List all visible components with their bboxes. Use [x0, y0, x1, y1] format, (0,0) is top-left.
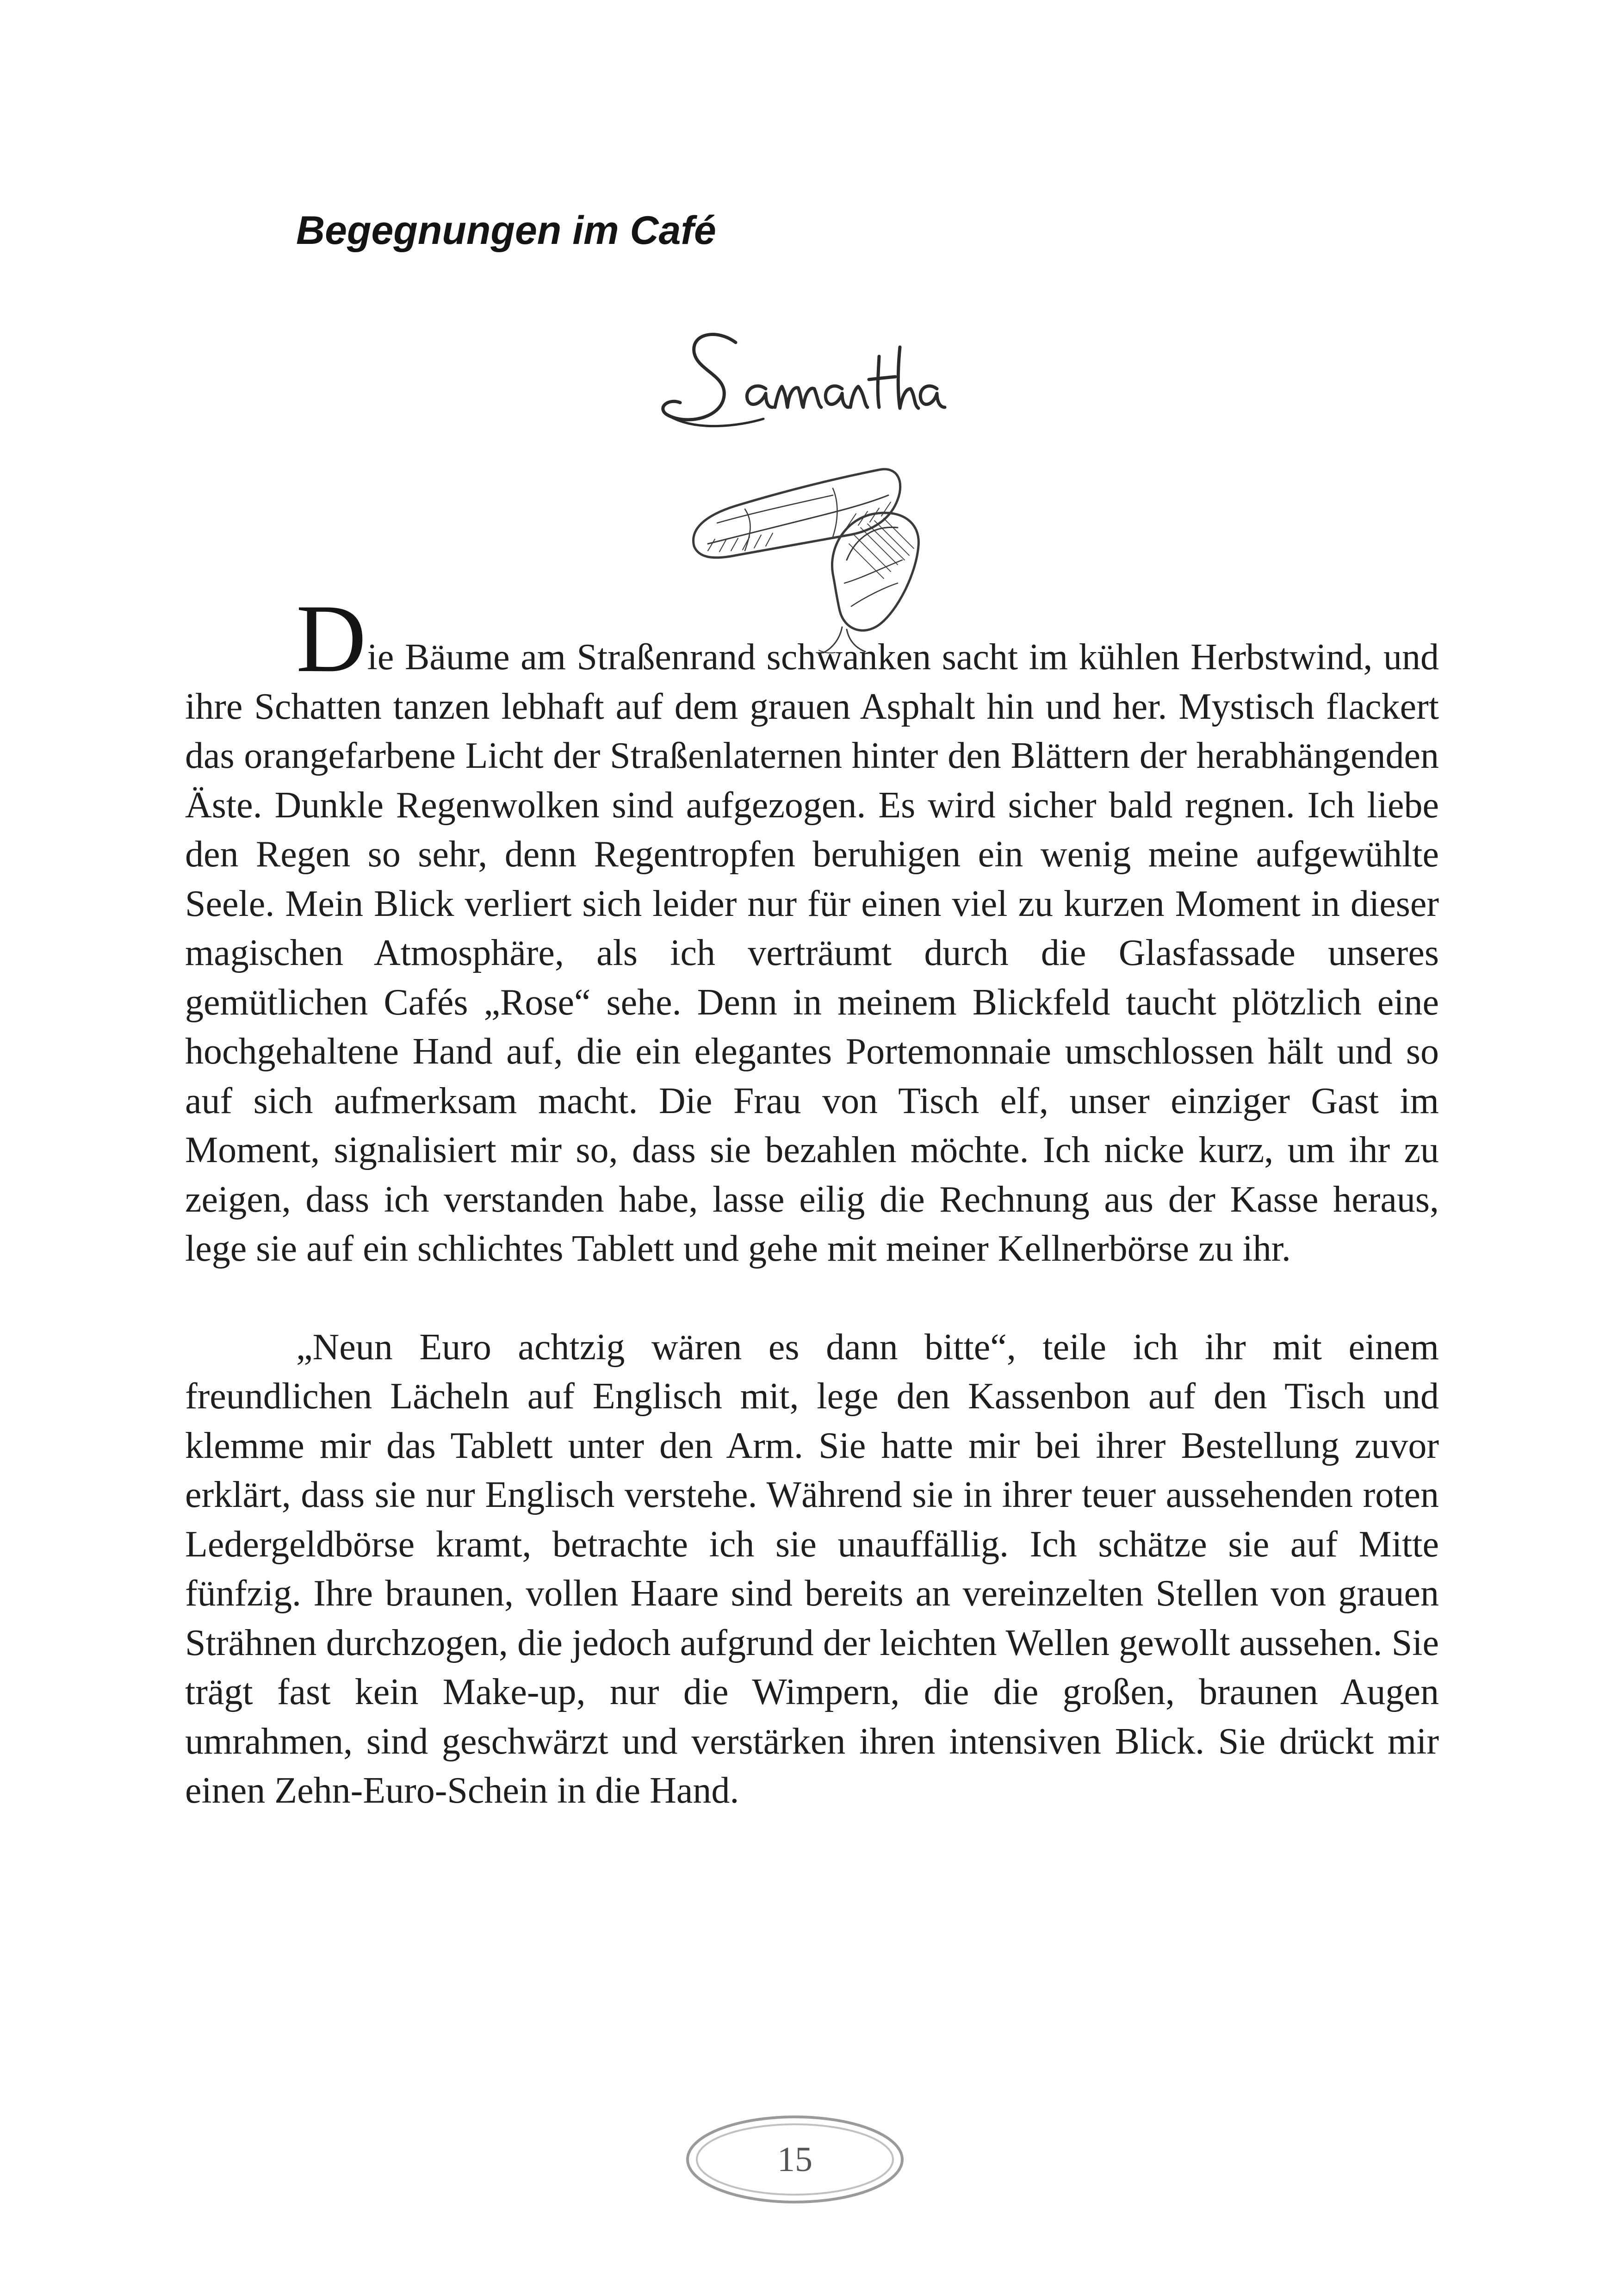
paragraph-2: „Neun Euro achtzig wären es dann bitte“, teile ich ihr mit einem freundlichen Lächeln auf Englisch mit, lege den Kassenbon auf den Tisch und klemme mir das Tablett unter den Arm. Sie hatte mir bei ihrer Bestellung zuvor erklärt, dass sie nur Englisch verstehe. Während sie in ihrer teuer aussehenden roten Ledergeldbörse kramt, betrachte ich sie unauffällig. Ich schätze sie auf Mitte fünfzig. Ihre braunen, vollen Haare sind bereits an vereinzelten Stellen von grauen Strähnen durchzogen, die jedoch aufgrund der leichten Wellen gewollt aussehen. Sie trägt fast kein Make-up, nur die Wimpern, die die großen, braunen Augen umrahmen, sind geschwärzt und verstärken ihren intensiven Blick. Sie drückt mir einen Zehn-Euro-Schein in die Hand. [185, 1326, 1439, 1811]
signature-samantha [648, 319, 999, 449]
drop-cap: D [296, 585, 366, 692]
page-number-badge [684, 2113, 906, 2206]
page-number: 15 [777, 2140, 812, 2179]
paragraph-1-text: ie Bäume am Straßenrand schwanken sacht im kühlen Herbstwind, und ihre Schatten tanzen lebhaft auf dem grauen Asphalt hin und her. Mystisch flackert das orangefarbene Licht der Straßenlaternen hinter den Blättern der herabhängenden Äste. Dunkle Regenwolken sind aufgezogen. Es wird sicher bald regnen. Ich liebe den Regen so sehr, denn Regentropfen beruhigen ein wenig meine aufgewühlte Seele. Mein Blick verliert sich leider nur für einen viel zu kurzen Moment in dieser magischen Atmosphäre, als ich verträumt durch die Glasfassade unseres gemütlichen Cafés „Rose“ sehe. Denn in meinem Blickfeld taucht plötzlich eine hochgehaltene Hand auf, die ein elegantes Portemonnaie umschlossen hält und so auf sich aufmerksam macht. Die Frau von Tisch elf, unser einziger Gast im Moment, signalisiert mir so, dass sie bezahlen möchte. Ich nicke kurz, um ihr zu zeigen, dass ich verstanden habe, lasse eilig die Rechnung aus der Kasse heraus, lege sie auf ein schlichtes Tablett und gehe mit meiner Kellnerbörse zu ihr. [185, 637, 1439, 1269]
chapter-title: Begegnungen im Café [296, 208, 716, 253]
paragraph-1 [185, 585, 1439, 1274]
body-text [185, 585, 1439, 1816]
